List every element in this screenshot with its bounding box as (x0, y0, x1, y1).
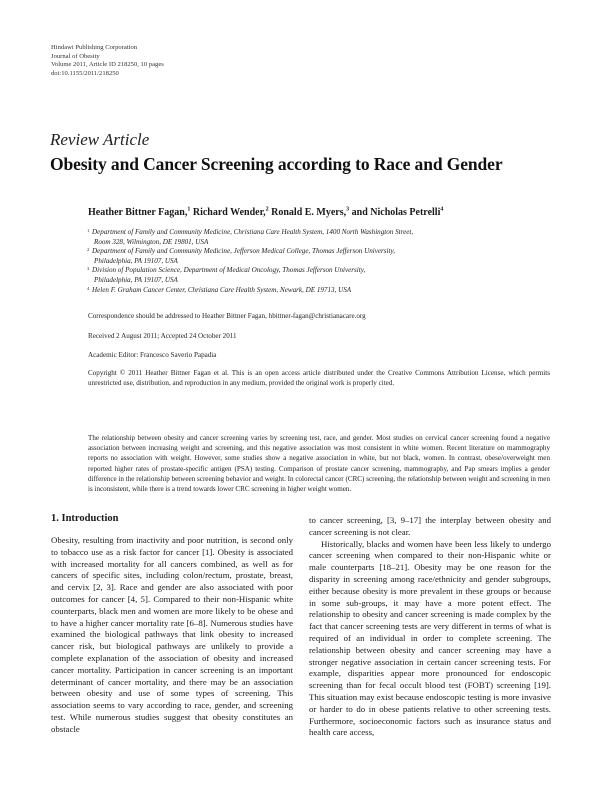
right-column (309, 515, 551, 739)
affiliation: 4 Helen F. Graham Cancer Center, Christiana Care Health System, Newark, DE 19713, USA (87, 285, 352, 294)
publisher-name: Hindawi Publishing Corporation (51, 44, 138, 51)
section-heading: 1. Introduction (51, 513, 119, 524)
affiliations (88, 228, 558, 295)
academic-editor: Academic Editor: Francesco Saverio Papadia (88, 351, 217, 359)
affiliation: 2 Department of Family and Community Medicine, Jefferson Medical College, Thomas Jefferson University, Philadelphia, PA 19107, USA (87, 247, 396, 265)
doi: doi:10.1155/2011/218250 (51, 69, 119, 77)
article-title: Obesity and Cancer Screening according to Race and Gender (50, 154, 503, 174)
paragraph: Historically, blacks and women have been less likely to undergo cancer screening when compared to their non-Hispanic white or male counterparts [18–21]. Obesity may be one reason for the disparity in screening among race/ethnicity and gender subgroups, either because obesity is more prevalent in these groups or because in some sub-groups, it may have a more potent effect. The relationship to obesity and cancer screening is made complex by the fact that cancer screening tests are very different in terms of what is required of an individual in order to complete screening. The relationship between obesity and cancer screening may have a stronger negative association in certain cancer screening tests. For example, disparities appear more pronounced for endoscopic screening than for fecal occult blood test (FOBT) screening [19]. This situation may exist because endoscopic testing is more invasive or harder to do in obese patients relative to other screening tests. Furthermore, socioeconomic factors such as insurance status and health care access, (309, 538, 551, 738)
paragraph: Obesity, resulting from inactivity and poor nutrition, is second only to tobacco use as a risk factor for cancer [1]. Obesity is associated with increased mortality for all cancers combined, as well as for cancers of specific sites, including colon/rectum, prostate, breast, and cervix [2, 3]. Race and gender are also associated with poor outcomes for cancer [4, 5]. Compared to their non-Hispanic white counterparts, black men and women are more likely to be obese and to have a higher cancer mortality rate [6–8]. Numerous studies have examined the biological pathways that link obesity to increased cancer risk, but biological pathways are unlikely to provide a complete explanation of the association of obesity and increased cancer mortality. Participation in cancer screening is an important determinant of cancer mortality, and there may be an association between obesity and use of some types of screening. This association seems to vary according to race, gender, and screening test. While numerous studies suggest that obesity constitutes an obstacle (51, 535, 293, 734)
correspondence: Correspondence should be addressed to Heather Bittner Fagan, hbittner-fagan@christianacare.org (88, 312, 366, 320)
author-list (88, 207, 443, 218)
article-type: Review Article (50, 130, 150, 149)
received-dates: Received 2 August 2011; Accepted 24 October 2011 (88, 332, 237, 340)
copyright: Copyright © 2011 Heather Bittner Fagan et al. This is an open access article distributed under the Creative Commons Attribution License, which permits unrestricted use, distribution, and reproduction in any medium, provided the original work is properly cited. (88, 369, 550, 387)
author: Heather Bittner Fagan,$^1$ (88, 207, 191, 219)
author: Ronald E. Myers,$^3$ (271, 207, 350, 219)
author: and Nicholas Petrelli$^4$ (351, 207, 444, 219)
paragraph: to cancer screening, [3, 9–17] the interplay between obesity and cancer screening is not clear. (309, 515, 551, 537)
volume-info: Volume 2011, Article ID 218250, 10 pages (51, 61, 164, 69)
journal-name: Journal of Obesity (51, 52, 100, 60)
affiliation: 1 Department of Family and Community Medicine, Christiana Care Health System, 1400 North Washington Street, Room 328, Wilmington, DE 19801, USA (87, 228, 414, 246)
affiliation: 3 Division of Population Science, Department of Medical Oncology, Thomas Jefferson University, Philadelphia, PA 19107, USA (87, 266, 366, 284)
abstract: The relationship between obesity and cancer screening varies by screening test, race, and gender. Most studies on cervical cancer screening found a negative association between increasing weight and screening, and this negative association was most consistent in white women. Recent literature on mammography reports no association with weight. However, some studies show a negative association in white, but not black, women. In contrast, obese/overweight men reported higher rates of prostate-specific antigen (PSA) testing. Comparison of prostate cancer screening, mammography, and Pap smears implies a gender difference in the relationship between screening behavior and weight. In colorectal cancer (CRC) screening, the relationship between weight and screening in men is inconsistent, while there is a trend towards lower CRC screening in higher weight women. (88, 434, 550, 494)
left-column (51, 535, 293, 736)
journal-header (51, 44, 164, 78)
author: Richard Wender,$^2$ (192, 207, 269, 219)
